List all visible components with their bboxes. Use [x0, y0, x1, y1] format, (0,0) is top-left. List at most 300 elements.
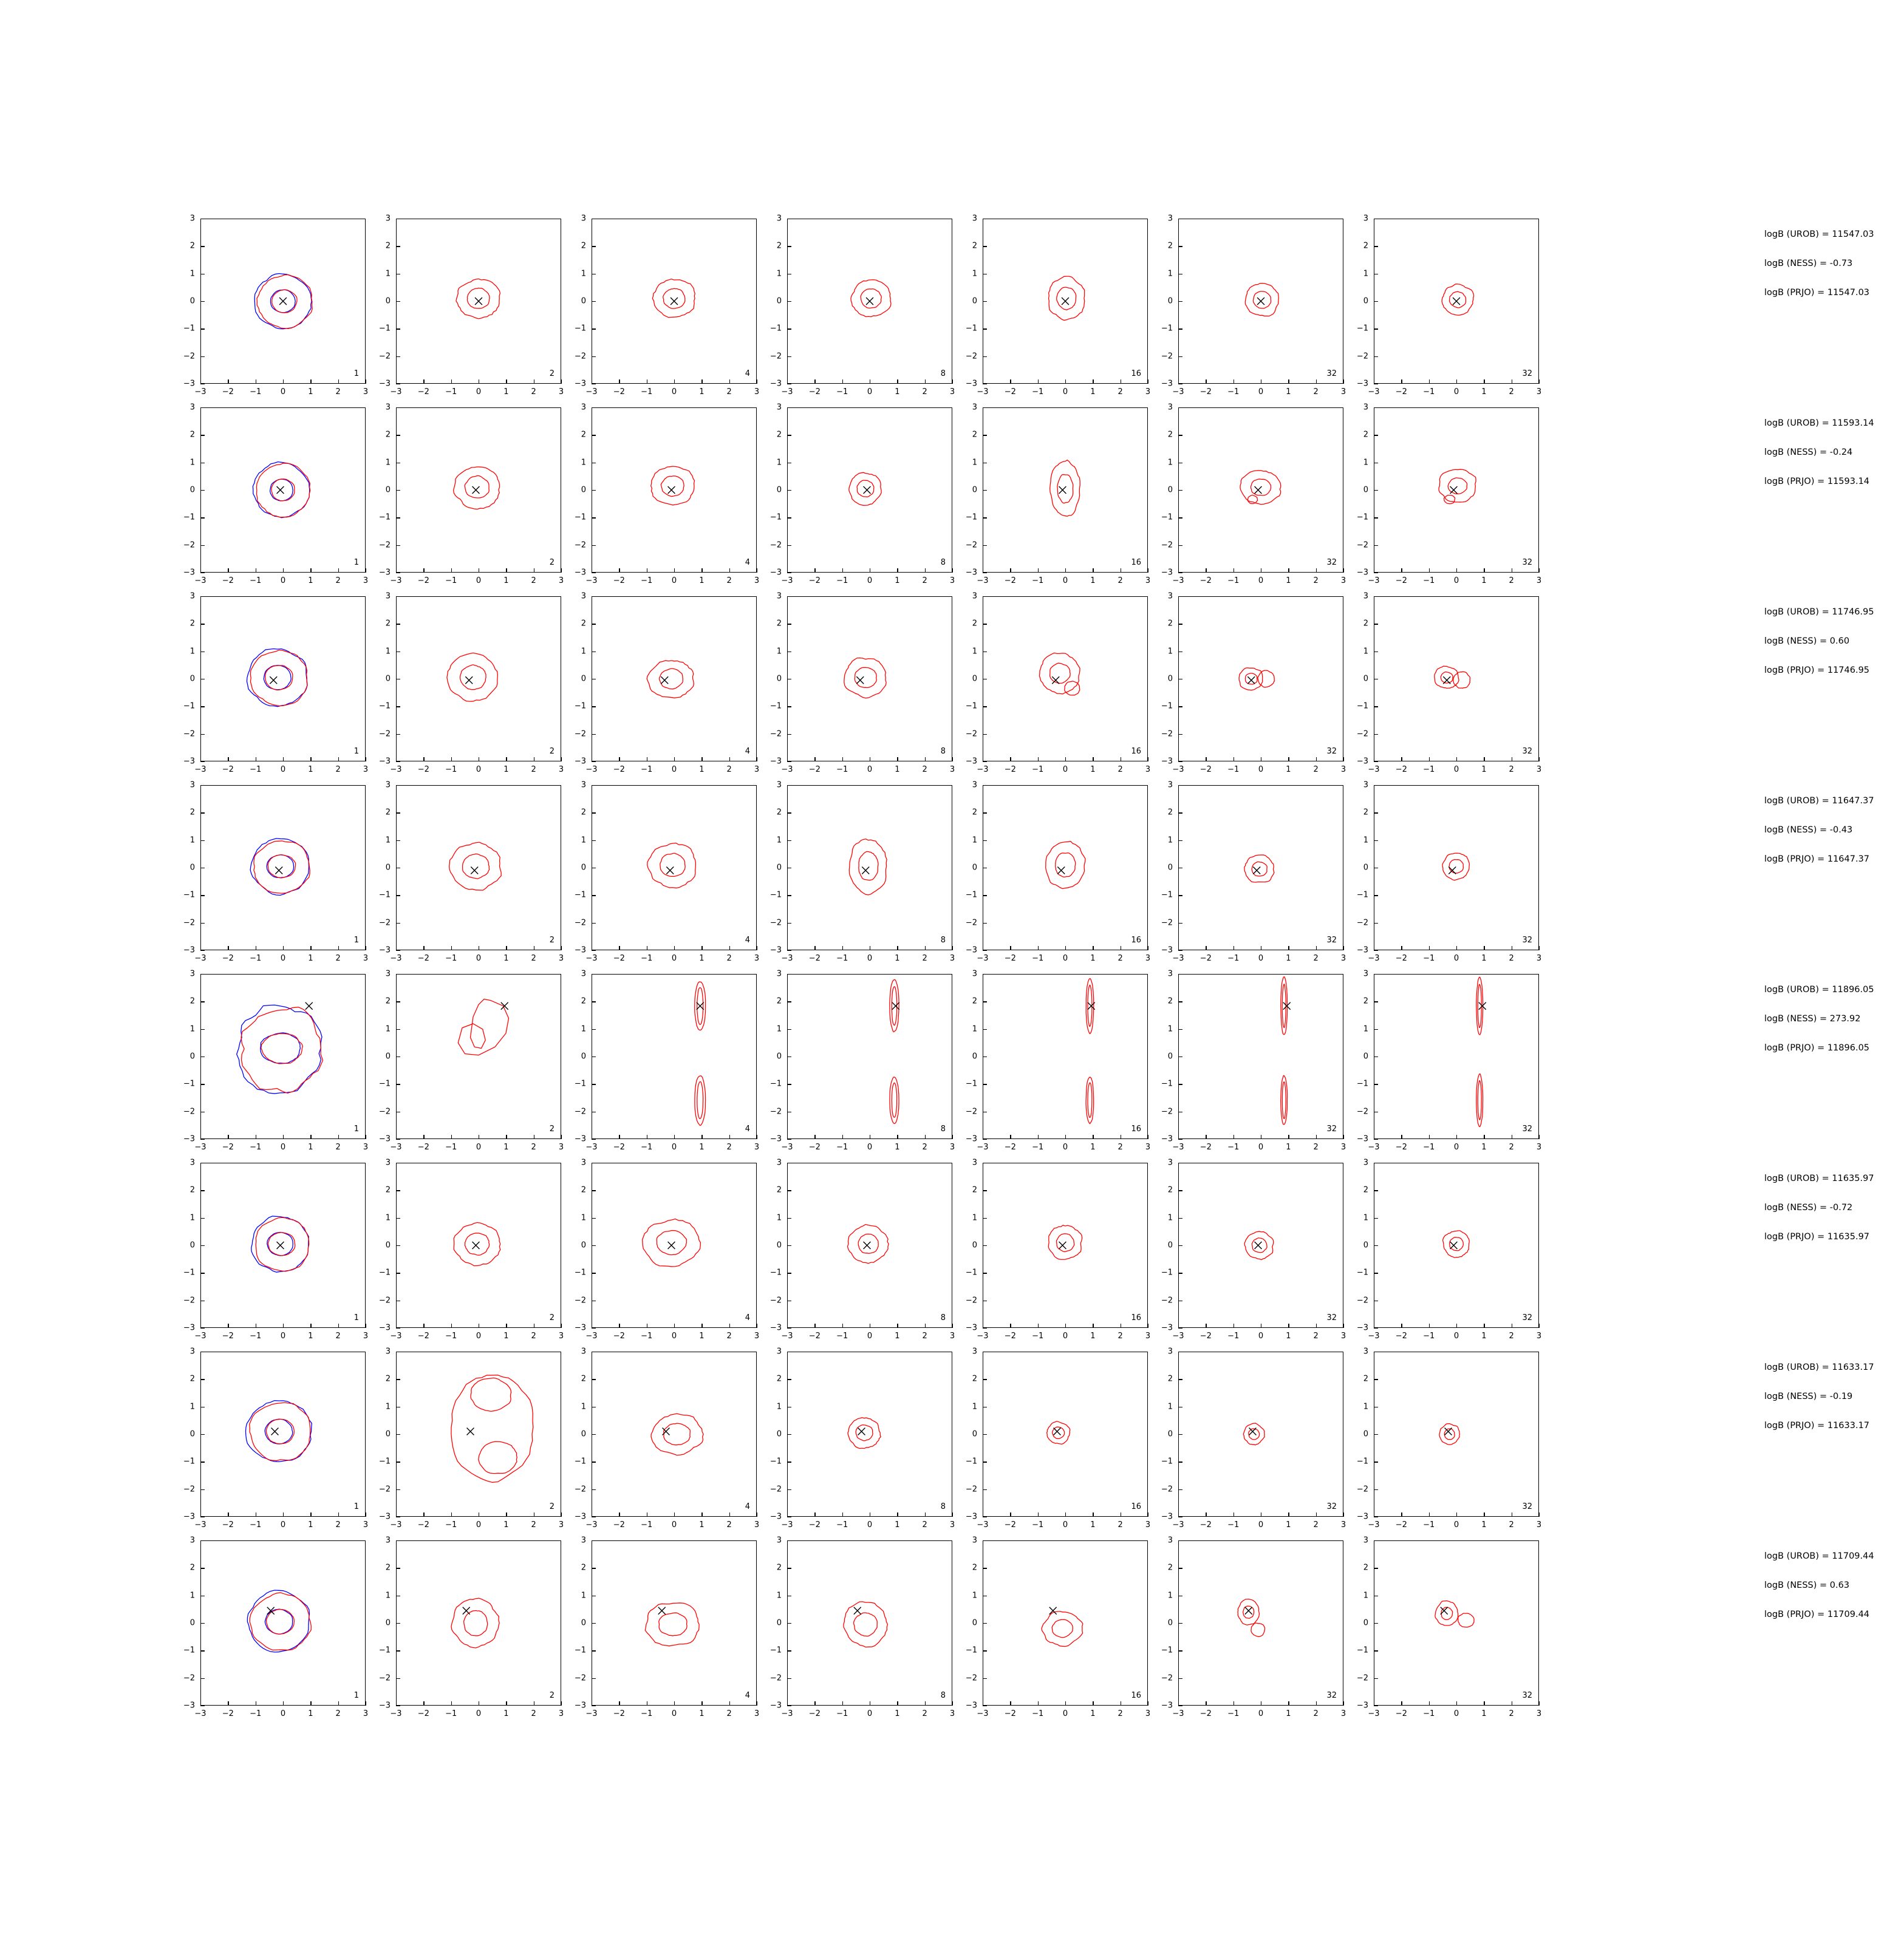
y-tick-label: −3 [1356, 1134, 1368, 1144]
x-tick-label: −3 [194, 387, 206, 396]
y-tick-mark [1374, 706, 1378, 707]
y-tick-label: 2 [189, 996, 195, 1006]
plot-panel [378, 403, 564, 585]
x-tick-label: 0 [280, 1332, 286, 1341]
x-tick-label: −2 [222, 1520, 234, 1530]
plot-axes [1178, 596, 1343, 761]
x-tick-label: −3 [585, 387, 598, 396]
y-tick-label: 1 [189, 1213, 195, 1223]
panel-corner-label: 2 [549, 558, 554, 567]
y-tick-label: −2 [378, 352, 391, 361]
y-tick-mark [1178, 1379, 1182, 1380]
x-tick-label: −1 [641, 954, 653, 963]
y-tick-label: 3 [581, 214, 586, 223]
y-tick-mark [1374, 1001, 1378, 1002]
x-tick-label: −2 [613, 765, 625, 774]
x-tick-label: 0 [867, 387, 873, 396]
y-tick-label: 0 [972, 674, 977, 684]
x-tick-mark [1065, 1324, 1066, 1328]
x-tick-mark [561, 379, 562, 384]
y-tick-label: 0 [1167, 485, 1173, 495]
x-tick-label: 2 [531, 954, 536, 963]
y-tick-label: 0 [189, 296, 195, 306]
x-tick-label: 0 [1258, 954, 1264, 963]
y-tick-label: −2 [1161, 1107, 1173, 1117]
y-tick-mark [983, 301, 987, 302]
x-tick-label: −3 [1368, 1332, 1380, 1341]
y-tick-label: 3 [385, 1536, 391, 1545]
x-tick-mark [674, 946, 675, 950]
y-tick-label: −3 [574, 1701, 586, 1710]
contour-plot [1374, 219, 1538, 383]
y-tick-mark [1374, 1379, 1378, 1380]
y-tick-label: −1 [965, 1645, 977, 1655]
y-tick-mark [787, 1029, 791, 1030]
y-tick-mark [787, 706, 791, 707]
x-tick-label: 2 [1313, 1709, 1319, 1718]
x-tick-label: −2 [1199, 1143, 1212, 1152]
x-tick-label: 2 [1117, 1332, 1123, 1341]
x-tick-label: −1 [1423, 954, 1435, 963]
x-tick-mark [1010, 1701, 1011, 1706]
y-tick-label: −2 [183, 1107, 195, 1117]
y-tick-mark [1178, 490, 1182, 491]
y-tick-mark [200, 1190, 205, 1191]
y-tick-label: 1 [776, 1024, 782, 1034]
x-tick-label: −1 [641, 576, 653, 585]
y-tick-label: 1 [385, 835, 391, 845]
x-tick-label: 0 [671, 1520, 677, 1530]
y-tick-label: −1 [1356, 1268, 1368, 1278]
y-tick-label: 1 [1363, 1591, 1368, 1601]
x-tick-mark [1038, 757, 1039, 761]
x-tick-mark [1343, 1701, 1344, 1706]
panel-corner-label: 32 [1326, 747, 1337, 756]
y-tick-mark [1178, 923, 1182, 924]
x-tick-mark [1343, 1324, 1344, 1328]
contour-plot [788, 1163, 952, 1327]
x-tick-label: −2 [808, 1520, 821, 1530]
x-tick-label: −1 [445, 1143, 457, 1152]
y-tick-label: 1 [581, 1213, 586, 1223]
x-tick-mark [506, 568, 507, 573]
y-tick-label: 1 [972, 835, 977, 845]
plot-panel [769, 1347, 955, 1530]
x-tick-label: −2 [222, 765, 234, 774]
x-tick-label: 1 [699, 1332, 705, 1341]
x-tick-mark [283, 757, 284, 761]
y-tick-label: 1 [972, 269, 977, 279]
log-bayes-factor-label: logB (NESS) = 273.92 [1764, 1014, 1861, 1024]
y-tick-label: 2 [189, 808, 195, 817]
panel-corner-label: 32 [1326, 1313, 1337, 1322]
y-tick-label: 3 [776, 403, 782, 412]
y-tick-label: −2 [574, 1296, 586, 1305]
y-tick-mark [1178, 1678, 1182, 1679]
y-tick-label: 3 [972, 1158, 977, 1168]
x-tick-mark [1429, 946, 1430, 950]
x-tick-label: 2 [922, 1332, 927, 1341]
x-tick-label: 2 [1117, 1143, 1123, 1152]
plot-axes [983, 1540, 1148, 1706]
panel-corner-label: 1 [353, 747, 359, 756]
log-bayes-factor-label: logB (NESS) = -0.73 [1764, 259, 1853, 268]
x-tick-mark [729, 568, 730, 573]
plot-axes [1178, 1352, 1343, 1517]
x-tick-label: 0 [280, 1520, 286, 1530]
x-tick-label: 0 [476, 387, 482, 396]
y-tick-label: −3 [769, 1512, 782, 1522]
x-tick-label: 1 [308, 954, 313, 963]
y-tick-mark [592, 706, 596, 707]
y-tick-mark [1374, 356, 1378, 357]
plot-panel [183, 403, 369, 585]
x-tick-label: −2 [417, 765, 429, 774]
y-tick-label: 2 [581, 1374, 586, 1384]
x-tick-mark [506, 1701, 507, 1706]
plot-axes [396, 974, 561, 1139]
y-tick-label: −1 [1161, 1079, 1173, 1089]
panel-corner-label: 8 [940, 747, 946, 756]
y-tick-label: 3 [581, 403, 586, 412]
truth-marker [473, 1242, 480, 1249]
x-tick-mark [842, 1324, 843, 1328]
y-tick-mark [592, 923, 596, 924]
plot-panel [1356, 1347, 1542, 1530]
x-tick-mark [1429, 379, 1430, 384]
x-tick-label: 2 [1509, 954, 1514, 963]
y-tick-mark [592, 840, 596, 841]
x-tick-label: −1 [250, 954, 262, 963]
x-tick-mark [310, 1135, 311, 1139]
x-tick-label: 3 [1340, 765, 1346, 774]
y-tick-mark [1178, 1001, 1182, 1002]
truth-marker [277, 486, 284, 494]
x-tick-label: −1 [1032, 765, 1044, 774]
x-tick-label: 2 [726, 954, 732, 963]
panel-corner-label: 16 [1131, 1125, 1141, 1134]
panel-corner-label: 32 [1326, 1125, 1337, 1134]
x-tick-label: 0 [1062, 1332, 1068, 1341]
log-bayes-factor-label: logB (NESS) = -0.72 [1764, 1203, 1853, 1213]
y-tick-mark [396, 1623, 400, 1624]
panel-corner-label: 1 [353, 1691, 359, 1700]
x-tick-label: 3 [754, 576, 760, 585]
x-tick-mark [396, 946, 397, 950]
plot-axes [200, 1163, 366, 1328]
x-tick-mark [729, 946, 730, 950]
x-tick-mark [1401, 946, 1402, 950]
x-tick-mark [1288, 379, 1289, 384]
y-tick-mark [592, 761, 596, 762]
y-tick-label: −2 [1161, 729, 1173, 739]
y-tick-label: −2 [183, 729, 195, 739]
y-tick-label: −1 [1161, 1457, 1173, 1466]
y-tick-mark [1374, 407, 1378, 408]
x-tick-mark [1065, 379, 1066, 384]
y-tick-label: 1 [189, 1402, 195, 1412]
x-tick-label: −1 [836, 954, 848, 963]
x-tick-label: 0 [671, 1143, 677, 1152]
plot-panel [1161, 1536, 1346, 1718]
x-tick-mark [1401, 757, 1402, 761]
y-tick-mark [1374, 301, 1378, 302]
y-tick-label: 0 [972, 1240, 977, 1250]
x-tick-mark [283, 568, 284, 573]
x-tick-mark [1316, 1701, 1317, 1706]
panel-row [183, 1347, 1874, 1540]
plot-panel [769, 780, 955, 963]
x-tick-label: 2 [531, 765, 536, 774]
x-tick-label: 2 [335, 576, 341, 585]
plot-panel [769, 1158, 955, 1341]
x-tick-mark [1288, 1135, 1289, 1139]
y-tick-label: 0 [1363, 1429, 1368, 1439]
x-tick-label: 1 [895, 387, 900, 396]
y-tick-mark [1178, 706, 1182, 707]
y-tick-label: −2 [769, 1673, 782, 1683]
y-tick-label: 3 [1363, 214, 1368, 223]
y-tick-mark [983, 1218, 987, 1219]
x-tick-label: 1 [308, 1520, 313, 1530]
x-tick-label: −2 [1395, 576, 1407, 585]
y-tick-label: 3 [972, 591, 977, 601]
x-tick-label: 3 [1145, 1332, 1151, 1341]
x-tick-label: −3 [390, 954, 402, 963]
y-tick-label: 2 [972, 430, 977, 440]
y-tick-label: 2 [1363, 241, 1368, 251]
x-tick-label: −1 [1227, 1143, 1240, 1152]
x-tick-label: 3 [1340, 1520, 1346, 1530]
y-tick-mark [592, 1540, 596, 1541]
panel-row [183, 403, 1874, 596]
y-tick-mark [396, 1029, 400, 1030]
y-tick-mark [787, 1139, 791, 1140]
x-tick-label: 3 [754, 1143, 760, 1152]
y-tick-mark [1178, 734, 1182, 735]
contour-plot [201, 219, 365, 383]
x-tick-mark [451, 1324, 452, 1328]
x-tick-label: 1 [308, 387, 313, 396]
x-tick-mark [729, 1135, 730, 1139]
y-tick-label: −1 [574, 701, 586, 711]
x-tick-label: 3 [558, 1143, 564, 1152]
y-tick-label: −1 [183, 701, 195, 711]
x-tick-mark [1316, 757, 1317, 761]
y-tick-label: −3 [769, 757, 782, 766]
y-tick-label: −1 [769, 1268, 782, 1278]
y-tick-label: −1 [769, 324, 782, 333]
y-tick-mark [396, 301, 400, 302]
contour-plot [983, 1163, 1147, 1327]
truth-marker [275, 867, 282, 874]
y-tick-label: 1 [189, 835, 195, 845]
y-tick-label: 1 [1167, 1402, 1173, 1412]
y-tick-mark [1178, 246, 1182, 247]
x-tick-label: 3 [363, 387, 369, 396]
x-tick-label: −3 [194, 1520, 206, 1530]
y-tick-mark [983, 974, 987, 975]
x-tick-mark [200, 946, 201, 950]
x-tick-mark [1038, 1135, 1039, 1139]
plot-axes [396, 1163, 561, 1328]
log-bayes-factor-label: logB (UROB) = 11746.95 [1764, 607, 1874, 617]
y-tick-label: 3 [972, 214, 977, 223]
y-tick-label: −3 [183, 945, 195, 955]
x-tick-label: −1 [445, 954, 457, 963]
y-tick-mark [592, 356, 596, 357]
plot-axes [1178, 1540, 1343, 1706]
plot-axes [200, 785, 366, 950]
x-tick-mark [701, 1324, 702, 1328]
truth-marker [1052, 676, 1059, 684]
x-tick-label: −2 [808, 1143, 821, 1152]
x-tick-label: −1 [445, 765, 457, 774]
y-tick-label: −3 [183, 568, 195, 577]
log-bayes-factor-label: logB (NESS) = -0.19 [1764, 1392, 1853, 1401]
y-tick-label: 2 [1363, 1563, 1368, 1573]
y-tick-mark [1178, 328, 1182, 329]
y-tick-label: 1 [776, 458, 782, 468]
plot-panel [378, 1536, 564, 1718]
x-tick-label: 1 [1481, 1332, 1487, 1341]
x-tick-mark [451, 379, 452, 384]
y-tick-label: 2 [1167, 1563, 1173, 1573]
x-tick-label: 3 [1145, 765, 1151, 774]
log-bayes-factor-label: logB (UROB) = 11647.37 [1764, 796, 1874, 806]
x-tick-mark [1456, 568, 1457, 573]
y-tick-mark [396, 812, 400, 813]
log-bayes-factor-label: logB (UROB) = 11593.14 [1764, 418, 1874, 428]
y-tick-mark [1374, 734, 1378, 735]
y-tick-label: 0 [1363, 674, 1368, 684]
plot-axes [1178, 785, 1343, 950]
x-tick-mark [1429, 1135, 1430, 1139]
x-tick-label: −2 [613, 954, 625, 963]
panel-corner-label: 8 [940, 558, 946, 567]
x-tick-mark [674, 379, 675, 384]
x-tick-label: 2 [1117, 1520, 1123, 1530]
y-tick-label: 0 [1167, 1240, 1173, 1250]
panel-corner-label: 32 [1326, 1502, 1337, 1511]
x-tick-label: −3 [1368, 1143, 1380, 1152]
y-tick-label: −1 [183, 1268, 195, 1278]
plot-panel [1161, 1347, 1346, 1530]
plot-axes [983, 1352, 1148, 1517]
x-tick-label: 3 [1145, 1709, 1151, 1718]
x-tick-mark [1401, 1513, 1402, 1517]
x-tick-label: 1 [1481, 765, 1487, 774]
y-tick-mark [1178, 1245, 1182, 1246]
y-tick-label: −2 [378, 1107, 391, 1117]
x-tick-label: 3 [363, 576, 369, 585]
plot-axes [787, 785, 952, 950]
x-tick-mark [1010, 568, 1011, 573]
y-tick-label: −1 [574, 1645, 586, 1655]
plot-panel [183, 1347, 369, 1530]
x-tick-mark [1456, 1513, 1457, 1517]
contour-plot [201, 1163, 365, 1327]
x-tick-label: 0 [476, 1143, 482, 1152]
truth-marker [856, 676, 864, 684]
y-tick-label: −2 [1161, 1673, 1173, 1683]
y-tick-label: −2 [183, 1296, 195, 1305]
x-tick-mark [952, 757, 953, 761]
y-tick-mark [983, 1489, 987, 1490]
y-tick-mark [787, 1379, 791, 1380]
contour-plot [983, 219, 1147, 383]
x-tick-mark [701, 1701, 702, 1706]
y-tick-mark [200, 1379, 205, 1380]
y-tick-mark [396, 785, 400, 786]
x-tick-label: 0 [1062, 1520, 1068, 1530]
x-tick-mark [1539, 1324, 1540, 1328]
y-tick-label: 0 [776, 485, 782, 495]
y-tick-mark [1178, 301, 1182, 302]
x-tick-mark [1429, 1701, 1430, 1706]
y-tick-mark [1178, 761, 1182, 762]
y-tick-label: −1 [378, 1457, 391, 1466]
panel-corner-label: 16 [1131, 936, 1141, 945]
y-tick-mark [396, 490, 400, 491]
panel-corner-label: 16 [1131, 558, 1141, 567]
x-tick-mark [787, 946, 788, 950]
truth-marker [1450, 1242, 1458, 1249]
plot-axes [200, 1352, 366, 1517]
x-tick-mark [1316, 379, 1317, 384]
y-tick-label: 3 [385, 1347, 391, 1356]
y-tick-mark [200, 1540, 205, 1541]
y-tick-mark [396, 950, 400, 951]
y-tick-mark [396, 1540, 400, 1541]
y-tick-label: 0 [776, 1429, 782, 1439]
panel-corner-label: 16 [1131, 1313, 1141, 1322]
y-tick-mark [200, 490, 205, 491]
y-tick-label: 1 [189, 1591, 195, 1601]
x-tick-label: 3 [1340, 576, 1346, 585]
x-tick-label: −3 [781, 1143, 793, 1152]
x-tick-mark [701, 568, 702, 573]
log-bayes-factor-label: logB (PRJO) = 11647.37 [1764, 854, 1870, 864]
y-tick-mark [1374, 1650, 1378, 1651]
x-tick-mark [1065, 568, 1066, 573]
x-tick-label: 2 [922, 1520, 927, 1530]
x-tick-mark [1539, 568, 1540, 573]
x-tick-mark [787, 757, 788, 761]
x-tick-mark [283, 379, 284, 384]
truth-marker [892, 1002, 899, 1010]
plot-panel [378, 214, 564, 396]
x-tick-label: 1 [699, 1709, 705, 1718]
y-tick-label: 0 [189, 1240, 195, 1250]
x-tick-label: 2 [726, 1520, 732, 1530]
x-tick-label: −3 [977, 1709, 989, 1718]
x-tick-mark [1456, 757, 1457, 761]
plot-axes [396, 1352, 561, 1517]
plot-axes [1374, 1540, 1539, 1706]
panel-corner-label: 4 [745, 936, 750, 945]
y-tick-label: 3 [1167, 780, 1173, 790]
x-tick-label: −1 [1227, 954, 1240, 963]
contour-plot [788, 1541, 952, 1705]
x-tick-mark [814, 946, 815, 950]
panel-corner-label: 8 [940, 369, 946, 378]
x-tick-label: 3 [949, 765, 955, 774]
y-tick-label: 1 [385, 1024, 391, 1034]
y-tick-mark [1374, 1139, 1378, 1140]
x-tick-label: −3 [390, 1143, 402, 1152]
x-tick-label: 0 [1453, 387, 1459, 396]
